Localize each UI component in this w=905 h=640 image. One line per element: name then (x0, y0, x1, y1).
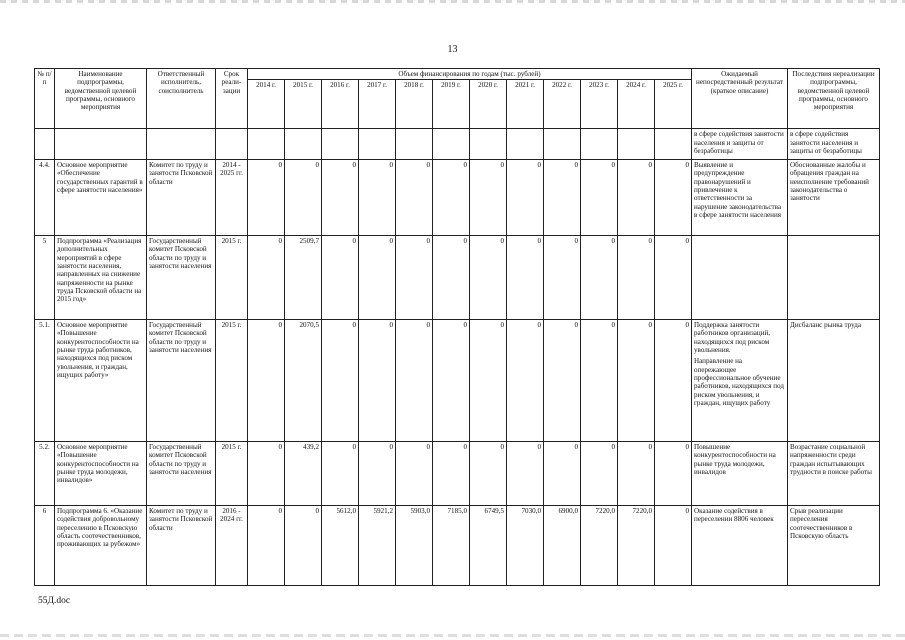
funding-2015: 2070,5 (285, 320, 322, 442)
funding-2019: 0 (433, 442, 470, 506)
funding-2022: 6900,0 (544, 506, 581, 586)
row-term (216, 129, 248, 160)
program-table (34, 68, 880, 586)
header-year-2024: 2024 г. (618, 80, 655, 129)
funding-2014: 0 (248, 236, 285, 320)
funding-2021: 0 (507, 320, 544, 442)
row-number: 6 (35, 506, 55, 586)
row-executor: Государственный комитет Псковской области по труду и занятости населения (147, 320, 216, 442)
funding-2023: 7220,0 (581, 506, 618, 586)
row-number: 5.2. (35, 442, 55, 506)
funding-2016: 0 (322, 236, 359, 320)
header-year-2019: 2019 г. (433, 80, 470, 129)
row-executor: Комитет по труду и занятости Псковской области (147, 506, 216, 586)
header-year-2023: 2023 г. (581, 80, 618, 129)
row-consequences: Возрастание социальной напряженности среди граждан испытывающих трудности в поиске работы (788, 442, 880, 506)
header-result: Ожидаемый непосредственный результат (краткое описание) (692, 69, 788, 129)
funding-2025: 0 (655, 320, 692, 442)
funding-2016: 0 (322, 442, 359, 506)
funding-2015 (285, 129, 322, 160)
result-paragraph: Направление на опережающее профессиональное обучение работников, находящихся под риском увольнения, и граждан, ищущих работу (694, 357, 784, 407)
row-result (692, 129, 788, 160)
funding-2024: 7220,0 (618, 506, 655, 586)
funding-2025 (655, 129, 692, 160)
funding-2025: 0 (655, 506, 692, 586)
funding-2014: 0 (248, 160, 285, 236)
row-number: 5 (35, 236, 55, 320)
funding-2023: 0 (581, 442, 618, 506)
funding-2025: 0 (655, 160, 692, 236)
result-paragraph: Поддержка занятости работников организаций, находящихся под риском увольнения. (694, 321, 771, 355)
row-result (692, 236, 788, 320)
row-term: 2015 г. (216, 442, 248, 506)
row-consequences: Срыв реализации переселения соотечественников в Псковскую область (788, 506, 880, 586)
funding-2016: 0 (322, 160, 359, 236)
funding-2018 (396, 129, 433, 160)
funding-2018: 5903,0 (396, 506, 433, 586)
funding-2023: 0 (581, 160, 618, 236)
funding-2015: 0 (285, 160, 322, 236)
row-term: 2015 г. (216, 320, 248, 442)
header-executor: Ответственный исполнитель, соисполнитель (147, 69, 216, 129)
table-row (35, 506, 880, 586)
header-year-2025: 2025 г. (655, 80, 692, 129)
header-year-2018: 2018 г. (396, 80, 433, 129)
funding-2014: 0 (248, 442, 285, 506)
funding-2024: 0 (618, 442, 655, 506)
funding-2022: 0 (544, 160, 581, 236)
funding-2019: 7185,0 (433, 506, 470, 586)
funding-2018: 0 (396, 160, 433, 236)
row-term: 2016 - 2024 гг. (216, 506, 248, 586)
funding-2017: 5921,2 (359, 506, 396, 586)
row-consequences: Обоснованные жалобы и обращения граждан на неисполнение требований законодательства о занятости (788, 160, 880, 236)
funding-2021: 0 (507, 160, 544, 236)
funding-2014 (248, 129, 285, 160)
funding-2017: 0 (359, 160, 396, 236)
funding-2022: 0 (544, 320, 581, 442)
funding-2023 (581, 129, 618, 160)
row-name: Основное мероприятие «Повышение конкурентоспособности на рынке труда работников, находящихся под риском увольнения, и граждан, ищущих работу» (55, 320, 147, 442)
row-consequences (788, 236, 880, 320)
funding-2016: 0 (322, 320, 359, 442)
funding-2019: 0 (433, 320, 470, 442)
table-row (35, 236, 880, 320)
table-row (35, 442, 880, 506)
funding-2014: 0 (248, 506, 285, 586)
funding-2018: 0 (396, 320, 433, 442)
funding-2017 (359, 129, 396, 160)
funding-2024: 0 (618, 236, 655, 320)
row-name: Подпрограмма «Реализация дополнительных мероприятий в сфере занятости населения, направленных на снижение напряженности на рынке труда Псковской области на 2015 год» (55, 236, 147, 320)
funding-2014: 0 (248, 320, 285, 442)
row-term: 2015 г. (216, 236, 248, 320)
row-name: Основное мероприятие «Повышение конкурентоспособности на рынке труда молодежи, инвалидов» (55, 442, 147, 506)
funding-2015: 2509,7 (285, 236, 322, 320)
funding-2015: 439,2 (285, 442, 322, 506)
header-year-2014: 2014 г. (248, 80, 285, 129)
funding-2021: 7030,0 (507, 506, 544, 586)
scan-edge-bottom (0, 634, 905, 637)
row-result (692, 160, 788, 236)
result-paragraph: Выявление и предупреждение правонарушений и привлечение к ответственности за нарушение законодательства в сфере занятости населения (694, 161, 782, 219)
funding-2017: 0 (359, 442, 396, 506)
row-number: 5.1. (35, 320, 55, 442)
funding-2024: 0 (618, 160, 655, 236)
header-year-2022: 2022 г. (544, 80, 581, 129)
row-consequences: Дисбаланс рынка труда (788, 320, 880, 442)
row-executor: Государственный комитет Псковской области по труду и занятости населения (147, 236, 216, 320)
funding-2017: 0 (359, 236, 396, 320)
row-consequences: в сфере содействия занятости населения и защиты от безработицы (788, 129, 880, 160)
funding-2020: 0 (470, 442, 507, 506)
funding-2020: 0 (470, 160, 507, 236)
row-name: Подпрограмма 6. «Оказание содействия добровольному переселению в Псковскую область соотечественников, проживающих за рубежом» (55, 506, 147, 586)
row-name (55, 129, 147, 160)
row-number (35, 129, 55, 160)
funding-2018: 0 (396, 236, 433, 320)
funding-2019: 0 (433, 160, 470, 236)
header-row (35, 69, 880, 80)
header-consequences: Последствия нереализации подпрограммы, ведомственной целевой программы, основного мероприятия (788, 69, 880, 129)
header-funding: Объем финансирования по годам (тыс. рублей) (248, 69, 692, 80)
header-name: Наименование подпрограммы, ведомственной целевой программы, основного мероприятия (55, 69, 147, 129)
funding-2021: 0 (507, 236, 544, 320)
funding-2025: 0 (655, 236, 692, 320)
result-paragraph: Оказание содействия в переселении 8806 человек (694, 507, 774, 524)
funding-2022: 0 (544, 236, 581, 320)
funding-2024: 0 (618, 320, 655, 442)
header-year-2015: 2015 г. (285, 80, 322, 129)
funding-2016 (322, 129, 359, 160)
row-executor (147, 129, 216, 160)
header-year-2016: 2016 г. (322, 80, 359, 129)
funding-2025: 0 (655, 442, 692, 506)
funding-2020: 0 (470, 320, 507, 442)
funding-2019: 0 (433, 236, 470, 320)
row-number: 4.4. (35, 160, 55, 236)
header-num: № п/п (35, 69, 55, 129)
row-executor: Комитет по труду и занятости Псковской области (147, 160, 216, 236)
funding-2023: 0 (581, 320, 618, 442)
result-paragraph: Повышение конкурентоспособности на рынке труда молодежи, инвалидов (694, 443, 776, 477)
funding-2020 (470, 129, 507, 160)
funding-2020: 6749,5 (470, 506, 507, 586)
header-year-2020: 2020 г. (470, 80, 507, 129)
funding-2022: 0 (544, 442, 581, 506)
file-name-footer: 55Д.doc (38, 596, 71, 606)
funding-2019 (433, 129, 470, 160)
funding-2020: 0 (470, 236, 507, 320)
table-row (35, 129, 880, 160)
result-paragraph: в сфере содействия занятости населения и защиты от безработицы (694, 130, 784, 155)
funding-2018: 0 (396, 442, 433, 506)
table-body (35, 129, 880, 586)
table-row (35, 320, 880, 442)
funding-2022 (544, 129, 581, 160)
funding-2015: 0 (285, 506, 322, 586)
row-executor: Государственный комитет Псковской области по труду и занятости населения (147, 442, 216, 506)
funding-2021: 0 (507, 442, 544, 506)
row-name: Основное мероприятие «Обеспечение государственных гарантий в сфере занятости населения» (55, 160, 147, 236)
row-term: 2014 - 2025 гг. (216, 160, 248, 236)
header-year-2017: 2017 г. (359, 80, 396, 129)
row-result (692, 442, 788, 506)
scan-edge-top (0, 0, 905, 3)
header-term: Срок реали-зации (216, 69, 248, 129)
row-result (692, 320, 788, 442)
funding-2021 (507, 129, 544, 160)
funding-2023: 0 (581, 236, 618, 320)
table-row (35, 160, 880, 236)
page-number: 13 (447, 44, 458, 55)
funding-2017: 0 (359, 320, 396, 442)
row-result (692, 506, 788, 586)
funding-2016: 5612,0 (322, 506, 359, 586)
header-year-2021: 2021 г. (507, 80, 544, 129)
funding-2024 (618, 129, 655, 160)
